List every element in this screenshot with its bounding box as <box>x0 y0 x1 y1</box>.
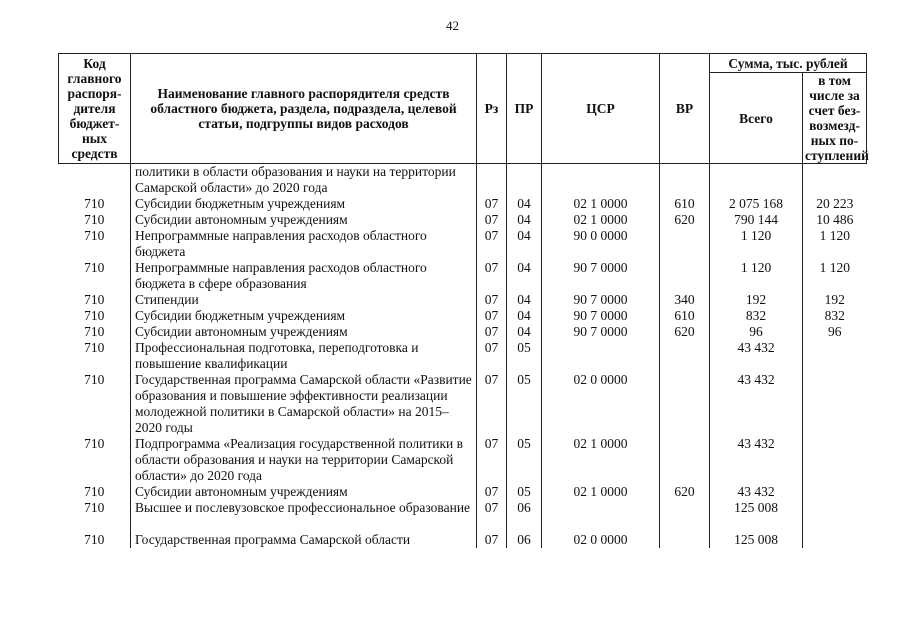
cell-vr <box>660 532 710 548</box>
cell-total: 43 432 <box>710 340 803 372</box>
cell-code: 710 <box>59 212 131 228</box>
cell-gratis: 10 486 <box>803 212 867 228</box>
cell-vr: 340 <box>660 292 710 308</box>
cell-csr: 02 1 0000 <box>542 212 660 228</box>
table-row <box>59 340 867 372</box>
cell-gratis: 20 223 <box>803 196 867 212</box>
cell-vr <box>660 228 710 260</box>
cell-name: Стипендии <box>131 292 477 308</box>
budget-table <box>58 53 867 548</box>
cell-gratis: 832 <box>803 308 867 324</box>
cell-pr: 05 <box>507 372 542 436</box>
cell-name: Субсидии автономным учреждениям <box>131 212 477 228</box>
cell-code: 710 <box>59 308 131 324</box>
cell-gratis: 1 120 <box>803 228 867 260</box>
cell-pr: 05 <box>507 340 542 372</box>
cell-rz: 07 <box>477 340 507 372</box>
header-vr: ВР <box>660 54 710 164</box>
cell-pr: 04 <box>507 196 542 212</box>
cell-pr: 06 <box>507 532 542 548</box>
cell-csr: 90 0 0000 <box>542 228 660 260</box>
cell-total: 96 <box>710 324 803 340</box>
table-header <box>59 54 867 164</box>
cell-total <box>710 164 803 197</box>
cell-name: политики в области образования и науки на территории Самарской области» до 2020 года <box>131 164 477 197</box>
cell-csr: 90 7 0000 <box>542 308 660 324</box>
cell-total: 192 <box>710 292 803 308</box>
cell-code: 710 <box>59 292 131 308</box>
cell-rz: 07 <box>477 292 507 308</box>
cell-code: 710 <box>59 532 131 548</box>
cell-code <box>59 164 131 197</box>
table-row <box>59 260 867 292</box>
table-body <box>59 164 867 549</box>
cell-pr: 04 <box>507 308 542 324</box>
cell-csr <box>542 340 660 372</box>
cell-pr <box>507 164 542 197</box>
cell-pr: 04 <box>507 324 542 340</box>
cell-gratis <box>803 164 867 197</box>
cell-name: Субсидии бюджетным учреждениям <box>131 308 477 324</box>
table-row <box>59 308 867 324</box>
table-row <box>59 436 867 484</box>
cell-gratis <box>803 340 867 372</box>
table-row <box>59 484 867 500</box>
cell-vr: 620 <box>660 324 710 340</box>
cell-total: 2 075 168 <box>710 196 803 212</box>
cell-gratis: 192 <box>803 292 867 308</box>
cell-code: 710 <box>59 196 131 212</box>
cell-gratis <box>803 500 867 532</box>
cell-vr <box>660 260 710 292</box>
cell-code: 710 <box>59 372 131 436</box>
cell-pr: 06 <box>507 500 542 532</box>
cell-total: 832 <box>710 308 803 324</box>
table-row <box>59 196 867 212</box>
cell-name: Государственная программа Самарской области <box>131 532 477 548</box>
cell-rz <box>477 164 507 197</box>
header-csr: ЦСР <box>542 54 660 164</box>
cell-name: Непрограммные направления расходов областного бюджета в сфере образования <box>131 260 477 292</box>
page-number: 42 <box>446 18 459 33</box>
cell-total: 1 120 <box>710 260 803 292</box>
cell-vr <box>660 436 710 484</box>
cell-code: 710 <box>59 260 131 292</box>
cell-csr <box>542 164 660 197</box>
cell-rz: 07 <box>477 436 507 484</box>
cell-name: Непрограммные направления расходов областного бюджета <box>131 228 477 260</box>
cell-vr: 610 <box>660 308 710 324</box>
cell-code: 710 <box>59 484 131 500</box>
cell-name: Субсидии автономным учреждениям <box>131 484 477 500</box>
cell-pr: 05 <box>507 436 542 484</box>
cell-rz: 07 <box>477 484 507 500</box>
cell-csr: 02 0 0000 <box>542 372 660 436</box>
cell-pr: 04 <box>507 260 542 292</box>
cell-rz: 07 <box>477 324 507 340</box>
cell-name: Подпрограмма «Реализация государственной политики в области образования и науки на территории Самарской области» до 2020 года <box>131 436 477 484</box>
cell-code: 710 <box>59 340 131 372</box>
cell-pr: 04 <box>507 212 542 228</box>
cell-vr: 620 <box>660 484 710 500</box>
cell-name: Субсидии бюджетным учреждениям <box>131 196 477 212</box>
cell-rz: 07 <box>477 196 507 212</box>
cell-total: 43 432 <box>710 436 803 484</box>
cell-gratis: 96 <box>803 324 867 340</box>
cell-code: 710 <box>59 500 131 532</box>
cell-csr: 90 7 0000 <box>542 260 660 292</box>
cell-vr <box>660 500 710 532</box>
cell-name: Государственная программа Самарской области «Развитие образования и повышение эффективности реализации молодежной политики в Самарской области» на 2015–2020 годы <box>131 372 477 436</box>
cell-rz: 07 <box>477 532 507 548</box>
cell-name: Субсидии автономным учреждениям <box>131 324 477 340</box>
header-gratis: в том числе за счет без- возмезд- ных по- ступлений <box>803 73 867 164</box>
header-rz: Рз <box>477 54 507 164</box>
table-row <box>59 324 867 340</box>
table-row <box>59 532 867 548</box>
table-row <box>59 292 867 308</box>
cell-rz: 07 <box>477 500 507 532</box>
cell-code: 710 <box>59 436 131 484</box>
cell-gratis <box>803 532 867 548</box>
header-total: Всего <box>710 73 803 164</box>
table-row <box>59 228 867 260</box>
cell-csr <box>542 500 660 532</box>
cell-csr: 90 7 0000 <box>542 324 660 340</box>
table-row <box>59 212 867 228</box>
cell-vr <box>660 340 710 372</box>
cell-total: 43 432 <box>710 372 803 436</box>
table-row <box>59 372 867 436</box>
cell-csr: 90 7 0000 <box>542 292 660 308</box>
header-code: Код главного распоря- дителя бюджет- ных средств <box>59 54 131 164</box>
cell-pr: 04 <box>507 228 542 260</box>
cell-rz: 07 <box>477 260 507 292</box>
header-name: Наименование главного распорядителя средств областного бюджета, раздела, подраздела, целевой статьи, подгруппы видов расходов <box>131 54 477 164</box>
cell-total: 1 120 <box>710 228 803 260</box>
cell-vr <box>660 372 710 436</box>
cell-total: 125 008 <box>710 500 803 532</box>
cell-name: Высшее и послевузовское профессиональное образование <box>131 500 477 532</box>
cell-name: Профессиональная подготовка, переподготовка и повышение квалификации <box>131 340 477 372</box>
table-row <box>59 500 867 532</box>
cell-rz: 07 <box>477 308 507 324</box>
cell-total: 790 144 <box>710 212 803 228</box>
cell-vr: 610 <box>660 196 710 212</box>
cell-pr: 05 <box>507 484 542 500</box>
cell-total: 125 008 <box>710 532 803 548</box>
header-pr: ПР <box>507 54 542 164</box>
cell-rz: 07 <box>477 228 507 260</box>
cell-csr: 02 0 0000 <box>542 532 660 548</box>
cell-gratis <box>803 484 867 500</box>
cell-vr: 620 <box>660 212 710 228</box>
cell-pr: 04 <box>507 292 542 308</box>
cell-csr: 02 1 0000 <box>542 484 660 500</box>
cell-gratis <box>803 372 867 436</box>
cell-rz: 07 <box>477 212 507 228</box>
table-row <box>59 164 867 197</box>
header-sum: Сумма, тыс. рублей <box>710 54 867 73</box>
cell-gratis <box>803 436 867 484</box>
cell-total: 43 432 <box>710 484 803 500</box>
cell-csr: 02 1 0000 <box>542 436 660 484</box>
cell-csr: 02 1 0000 <box>542 196 660 212</box>
cell-code: 710 <box>59 324 131 340</box>
cell-rz: 07 <box>477 372 507 436</box>
cell-gratis: 1 120 <box>803 260 867 292</box>
cell-code: 710 <box>59 228 131 260</box>
cell-vr <box>660 164 710 197</box>
